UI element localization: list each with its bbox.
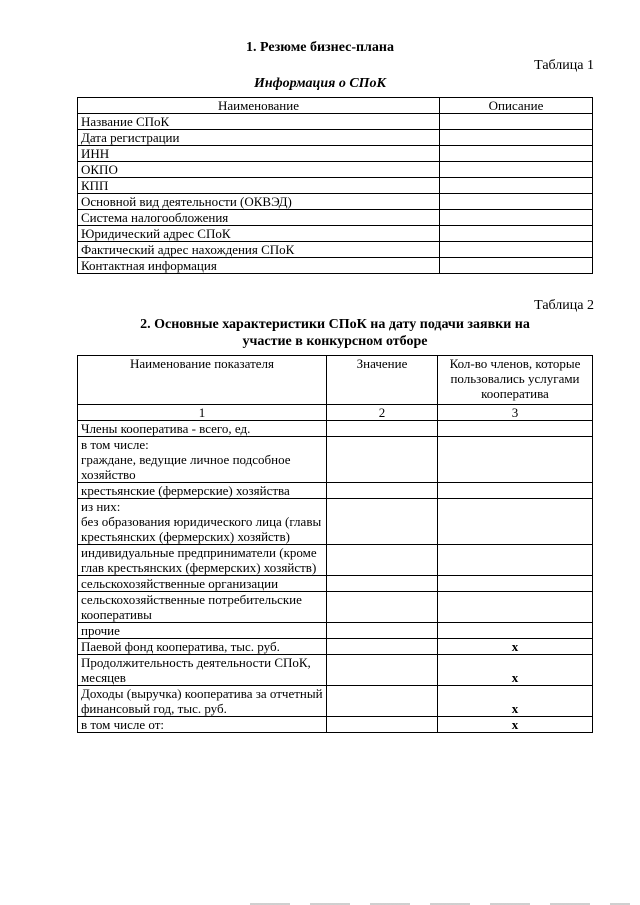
- table-row: [78, 130, 593, 146]
- row-description-cell: [440, 114, 593, 130]
- table-row: [78, 576, 593, 592]
- table-row: [78, 242, 593, 258]
- value-cell: [327, 592, 438, 623]
- indicator-cell: сельскохозяйственные потребительские кооперативы: [78, 592, 327, 623]
- row-description-cell: [440, 162, 593, 178]
- table-row: [78, 639, 593, 655]
- col-header-description: Описание: [440, 98, 593, 114]
- table-row: [78, 499, 593, 545]
- value-cell: [327, 639, 438, 655]
- indicator-cell: в том числе от:: [78, 717, 327, 733]
- row-description-cell: [440, 130, 593, 146]
- value-cell: [327, 623, 438, 639]
- table-1-title: Информация о СПоК: [253, 76, 387, 91]
- value-cell: [327, 545, 438, 576]
- row-name-cell: ИНН: [78, 146, 440, 162]
- row-description-cell: [440, 226, 593, 242]
- value-cell: [327, 717, 438, 733]
- row-description-cell: [440, 242, 593, 258]
- table-row: [78, 437, 593, 483]
- table-row: [78, 421, 593, 437]
- spok-info-table: [77, 97, 593, 274]
- members-cell: [438, 437, 593, 483]
- section-2-heading-line1: 2. Основные характеристики СПоК на дату подачи заявки на: [140, 317, 530, 332]
- members-cell: [438, 421, 593, 437]
- members-cell: [438, 545, 593, 576]
- table-row: [78, 258, 593, 274]
- members-cell: х: [438, 639, 593, 655]
- members-cell: х: [438, 717, 593, 733]
- col-header-indicator: Наименование показателя: [78, 356, 327, 405]
- col-number-2: 2: [327, 405, 438, 421]
- col-number-3: 3: [438, 405, 593, 421]
- row-name-cell: Юридический адрес СПоК: [78, 226, 440, 242]
- col-header-members: Кол-во членов, которые пользовались услугами кооператива: [438, 356, 593, 405]
- col-number-1: 1: [78, 405, 327, 421]
- row-name-cell: ОКПО: [78, 162, 440, 178]
- table-row: [78, 178, 593, 194]
- col-header-value: Значение: [327, 356, 438, 405]
- row-name-cell: Система налогообложения: [78, 210, 440, 226]
- value-cell: [327, 437, 438, 483]
- row-description-cell: [440, 146, 593, 162]
- indicator-cell: Продолжительность деятельности СПоК, месяцев: [78, 655, 327, 686]
- table-row: [78, 194, 593, 210]
- indicator-cell: из них: без образования юридического лица (главы крестьянских (фермерских) хозяйств): [78, 499, 327, 545]
- members-cell: [438, 592, 593, 623]
- table-row: [78, 623, 593, 639]
- indicator-cell: крестьянские (фермерские) хозяйства: [78, 483, 327, 499]
- indicator-cell: Доходы (выручка) кооператива за отчетный финансовый год, тыс. руб.: [78, 686, 327, 717]
- row-description-cell: [440, 258, 593, 274]
- table-row: [78, 210, 593, 226]
- indicator-cell: прочие: [78, 623, 327, 639]
- table-row: [78, 226, 593, 242]
- members-cell: [438, 483, 593, 499]
- table-row: [78, 146, 593, 162]
- row-description-cell: [440, 194, 593, 210]
- value-cell: [327, 421, 438, 437]
- value-cell: [327, 655, 438, 686]
- indicator-cell: индивидуальные предприниматели (кроме глав крестьянских (фермерских) хозяйств): [78, 545, 327, 576]
- value-cell: [327, 686, 438, 717]
- indicator-cell: сельскохозяйственные организации: [78, 576, 327, 592]
- row-name-cell: Дата регистрации: [78, 130, 440, 146]
- indicator-cell: Члены кооператива - всего, ед.: [78, 421, 327, 437]
- members-cell: х: [438, 655, 593, 686]
- row-name-cell: КПП: [78, 178, 440, 194]
- table-row: [78, 545, 593, 576]
- value-cell: [327, 483, 438, 499]
- table-1-label: Таблица 1: [534, 58, 594, 73]
- table-row: [78, 655, 593, 686]
- members-cell: [438, 623, 593, 639]
- col-header-name: Наименование: [78, 98, 440, 114]
- table-row: [78, 162, 593, 178]
- table-row: [78, 717, 593, 733]
- indicator-cell: в том числе: граждане, ведущие личное подсобное хозяйство: [78, 437, 327, 483]
- section-2-heading-line2: участие в конкурсном отборе: [242, 334, 428, 349]
- table-2-label: Таблица 2: [534, 298, 594, 313]
- value-cell: [327, 576, 438, 592]
- indicator-cell: Паевой фонд кооператива, тыс. руб.: [78, 639, 327, 655]
- characteristics-table: [77, 355, 593, 733]
- table-row: [78, 686, 593, 717]
- row-name-cell: Основной вид деятельности (ОКВЭД): [78, 194, 440, 210]
- members-cell: х: [438, 686, 593, 717]
- row-description-cell: [440, 178, 593, 194]
- section-2-heading: [100, 316, 570, 350]
- row-description-cell: [440, 210, 593, 226]
- row-name-cell: Фактический адрес нахождения СПоК: [78, 242, 440, 258]
- table-row: [78, 114, 593, 130]
- row-name-cell: Контактная информация: [78, 258, 440, 274]
- row-name-cell: Название СПоК: [78, 114, 440, 130]
- members-cell: [438, 499, 593, 545]
- section-1-heading: 1. Резюме бизнес-плана: [246, 40, 394, 55]
- table-row: [78, 483, 593, 499]
- table-row: [78, 592, 593, 623]
- value-cell: [327, 499, 438, 545]
- members-cell: [438, 576, 593, 592]
